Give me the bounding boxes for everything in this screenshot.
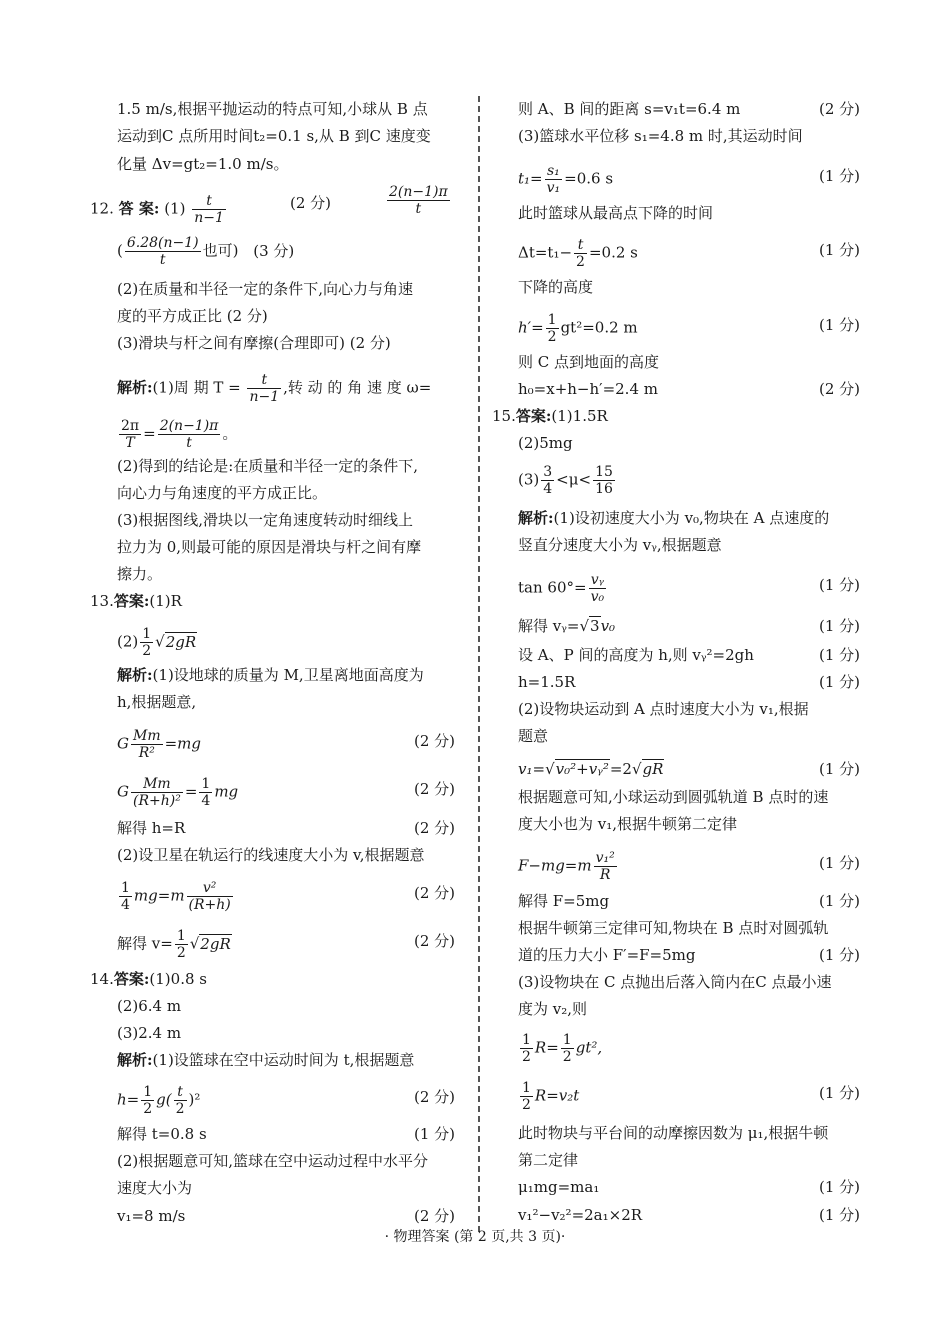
text-line: (2)设物块运动到 A 点时速度大小为 v₁,根据 bbox=[518, 700, 809, 718]
text-line: (3)2.4 m bbox=[117, 1024, 182, 1042]
text-line: (3)篮球水平位移 s₁=4.8 m 时,其运动时间 bbox=[518, 127, 803, 145]
answer-label: 答案: bbox=[113, 970, 150, 988]
question-15-answer: 15.答案:(1)1.5R bbox=[492, 407, 608, 425]
analysis-line: 解析:(1)周 期 T = $\frac{t}{n-1}$ ,转 动 的 角 速 度 ω= bbox=[117, 372, 432, 405]
text-line: (2)设卫星在轨运行的线速度大小为 v,根据题意 bbox=[117, 846, 425, 864]
formula-line: h′= $\frac{1}{2}$ gt²=0.2 m bbox=[518, 312, 638, 345]
score: (1 分) bbox=[818, 1206, 860, 1224]
text-line: μ₁mg=ma₁ bbox=[518, 1178, 600, 1196]
formula-line: $\frac{2\pi}{T}$ = $\frac{2(n-1)\pi}{t}$ 。 bbox=[121, 418, 238, 451]
question-14-answer: 14.答案:(1)0.8 s bbox=[90, 970, 207, 988]
fraction: $\frac{t}{n-1}$ bbox=[194, 193, 224, 226]
text-line: (2)5mg bbox=[518, 434, 573, 452]
text-line: 擦力。 bbox=[117, 565, 163, 583]
text-line: 则 A、B 间的距离 s=v₁t=6.4 m bbox=[518, 100, 741, 118]
question-12-answer: 12. 答 案: (1) $\frac{t}{n-1}$ bbox=[90, 193, 224, 226]
text-line: 解得 F=5mg bbox=[518, 892, 610, 910]
formula-line: $\frac{1}{2}$ R=v₂t bbox=[522, 1080, 580, 1113]
formula-line: (2) $\frac{1}{2}$ √2gR bbox=[117, 626, 197, 659]
text-line: 此时物块与平台间的动摩擦因数为 μ₁,根据牛顿 bbox=[518, 1124, 829, 1142]
text-line: 题意 bbox=[518, 727, 549, 745]
score: (1 分) bbox=[818, 316, 860, 334]
column-divider bbox=[478, 96, 480, 1232]
text-line: (2)6.4 m bbox=[117, 997, 182, 1015]
formula-line: (3) $\frac{3}{4}$ <μ< $\frac{15}{16}$ bbox=[518, 464, 613, 497]
text-line: 度大小也为 v₁,根据牛顿第二定律 bbox=[518, 815, 738, 833]
text-line: 拉力为 0,则最可能的原因是滑块与杆之间有摩 bbox=[117, 538, 422, 556]
formula-line: $\frac{1}{2}$ R= $\frac{1}{2}$ gt², bbox=[522, 1032, 603, 1065]
analysis-line: 解析:(1)设初速度大小为 v₀,物块在 A 点速度的 bbox=[518, 509, 830, 527]
score: (1 分) bbox=[818, 673, 860, 691]
text-line: v₁=8 m/s bbox=[117, 1207, 186, 1225]
text-line: h₀=x+h−h′=2.4 m bbox=[518, 380, 658, 398]
score: (2 分) bbox=[413, 819, 455, 837]
score: (3 分) bbox=[253, 241, 295, 260]
text-line: 设 A、P 间的高度为 h,则 vᵧ²=2gh bbox=[518, 646, 754, 664]
score: (2 分) bbox=[413, 732, 455, 750]
text-line: (3)设物块在 C 点抛出后落入筒内在C 点最小速 bbox=[518, 973, 832, 991]
score: (2 分) bbox=[413, 780, 455, 798]
text-line: (2)根据题意可知,篮球在空中运动过程中水平分 bbox=[117, 1152, 429, 1170]
text-line: 根据牛顿第三定律可知,物块在 B 点时对圆弧轨 bbox=[518, 919, 829, 937]
formula-line: h= $\frac{1}{2}$ g( $\frac{t}{2}$ )² bbox=[117, 1084, 201, 1117]
analysis-line: 解析:(1)设篮球在空中运动时间为 t,根据题意 bbox=[117, 1051, 415, 1069]
text-line: h=1.5R bbox=[518, 673, 576, 691]
text-line: 解得 h=R bbox=[117, 819, 186, 837]
score: (1 分) bbox=[818, 167, 860, 185]
text-line: 解得 t=0.8 s bbox=[117, 1125, 207, 1143]
formula: $\frac{2(n-1)\pi}{t}$ bbox=[389, 184, 448, 217]
text-line: 道的压力大小 F′=F=5mg bbox=[518, 946, 696, 964]
text-line: 向心力与角速度的平方成正比。 bbox=[117, 484, 328, 502]
formula-line: $\frac{1}{4}$ mg=m $\frac{\text{v²}}{(R+h)}$ bbox=[121, 880, 231, 913]
question-number: 12. bbox=[90, 199, 114, 218]
text-line: 1.5 m/s,根据平抛运动的特点可知,小球从 B 点 bbox=[117, 100, 428, 118]
text-line: 根据题意可知,小球运动到圆弧轨道 B 点时的速 bbox=[518, 788, 829, 806]
analysis-line: 解析:(1)设地球的质量为 M,卫星离地面高度为 bbox=[117, 666, 424, 684]
analysis-label: 解析: bbox=[518, 509, 554, 527]
score: (1 分) bbox=[413, 1125, 455, 1143]
text-line: 运动到C 点所用时间t₂=0.1 s,从 B 到C 速度变 bbox=[117, 127, 431, 145]
text-line: 此时篮球从最高点下降的时间 bbox=[518, 204, 714, 222]
score: (1 分) bbox=[818, 241, 860, 259]
formula-line: F−mg=m $\frac{\text{v₁²}}{R}$ bbox=[518, 850, 615, 883]
score: (2 分) bbox=[413, 884, 455, 902]
formula-line: tan 60°= $\frac{\text{vᵧ}}{\text{v₀}}$ bbox=[518, 572, 605, 605]
score: (1 分) bbox=[818, 646, 860, 664]
text-line: (2)在质量和半径一定的条件下,向心力与角速 bbox=[117, 280, 414, 298]
formula-line: Δt=t₁− $\frac{t}{2}$ =0.2 s bbox=[518, 237, 638, 270]
text-line: (3)滑块与杆之间有摩擦(合理即可) (2 分) bbox=[117, 334, 391, 352]
answer-label: 答 案: bbox=[118, 199, 160, 218]
score: (2 分) bbox=[413, 932, 455, 950]
score: (1 分) bbox=[818, 892, 860, 910]
text-line: 化量 Δv=gt₂=1.0 m/s。 bbox=[117, 155, 289, 173]
score: (1 分) bbox=[818, 617, 860, 635]
text-line: (2)得到的结论是:在质量和半径一定的条件下, bbox=[117, 457, 419, 475]
question-number: 13. bbox=[90, 592, 114, 610]
question-number: 15. bbox=[492, 407, 516, 425]
score: (1 分) bbox=[818, 760, 860, 778]
text-line: 竖直分速度大小为 vᵧ,根据题意 bbox=[518, 536, 722, 554]
formula-line: v₁=√v₀²+vᵧ²=2√gR bbox=[518, 760, 664, 778]
score: (1 分) bbox=[818, 1178, 860, 1196]
text-line: 度的平方成正比 (2 分) bbox=[117, 307, 268, 325]
formula-line: t₁= $\frac{\text{s₁}}{\text{v₁}}$ =0.6 s bbox=[518, 163, 614, 196]
analysis-label: 解析: bbox=[117, 1051, 153, 1069]
score: (2 分) bbox=[290, 194, 332, 212]
text-line: 下降的高度 bbox=[518, 278, 594, 296]
score: (2 分) bbox=[818, 380, 860, 398]
text-line: 第二定律 bbox=[518, 1151, 579, 1169]
text-line: 速度大小为 bbox=[117, 1179, 193, 1197]
question-number: 14. bbox=[90, 970, 114, 988]
formula-line: G $\frac{Mm}{\text{(R+h)²}}$ = $\frac{1}{4}$ mg bbox=[117, 776, 239, 809]
text-line: h,根据题意, bbox=[117, 693, 197, 711]
analysis-label: 解析: bbox=[117, 378, 153, 397]
question-13-answer: 13.答案:(1)R bbox=[90, 592, 182, 610]
score: (1 分) bbox=[818, 1084, 860, 1102]
analysis-label: 解析: bbox=[117, 666, 153, 684]
formula-line: ( $\frac{6.28(n-1)}{t}$ 也可) (3 分) bbox=[117, 235, 295, 268]
answer-label: 答案: bbox=[113, 592, 150, 610]
score: (1 分) bbox=[818, 854, 860, 872]
score: (2 分) bbox=[413, 1088, 455, 1106]
score: (1 分) bbox=[818, 946, 860, 964]
score: (1 分) bbox=[818, 576, 860, 594]
answer-label: 答案: bbox=[515, 407, 552, 425]
score: (2 分) bbox=[818, 100, 860, 118]
text-line: 则 C 点到地面的高度 bbox=[518, 353, 660, 371]
text-line: v₁²−v₂²=2a₁×2R bbox=[518, 1206, 643, 1224]
formula-line: 解得 v= $\frac{1}{2}$ √2gR bbox=[117, 928, 231, 961]
score: (2 分) bbox=[413, 1207, 455, 1225]
text-line: (3)根据图线,滑块以一定角速度转动时细线上 bbox=[117, 511, 414, 529]
formula-line: 解得 vᵧ=√3v₀ bbox=[518, 617, 616, 635]
page-footer: · 物理答案 (第 2 页,共 3 页)· bbox=[384, 1229, 566, 1245]
formula-line: G $\frac{Mm}{\text{R²}}$ =mg bbox=[117, 728, 202, 761]
text-line: 度为 v₂,则 bbox=[518, 1000, 588, 1018]
